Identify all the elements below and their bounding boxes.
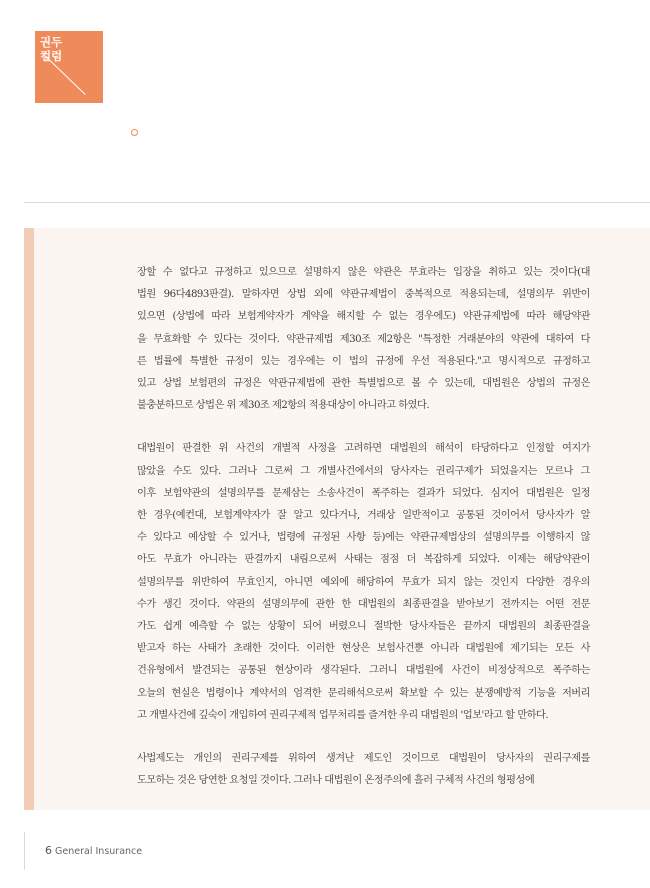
- text-line: 아도 무효가 아니라는 판결까지 내림으로써 사태는 점점 더 복잡하게 되었다. 이제는 해당약관이: [137, 554, 590, 566]
- text-line: 수가 생긴 것이다. 약관의 설명의무에 관한 한 대법원의 최종판결을 받아보기 전까지는 어떤 전문: [137, 598, 590, 610]
- text-line: 불충분하므로 상법은 위 제30조 제2항의 적용대상이 아니라고 하였다.: [137, 400, 430, 412]
- text-line: 있으면 (상법에 따라 보험계약자가 계약을 해지할 수 없는 경우에도) 약관규제법에 따라 해당약관: [137, 311, 590, 323]
- article-body: [137, 262, 590, 792]
- text-line: 받고자 하는 사태가 초래한 것이다. 이러한 현상은 보험사건뿐 아니라 대법원에 제기되는 모든 사: [137, 643, 590, 655]
- column-badge: [35, 31, 103, 103]
- text-line: 있고 상법 보험편의 규정은 약관규제법에 관한 특별법으로 볼 수 있는데, 대법원은 상법의 규정은: [137, 378, 590, 390]
- paragraph: [137, 748, 590, 792]
- text-line: 대법원이 판결한 위 사건의 개별적 사정을 고려하면 대법원의 해석이 타당하다고 인정할 여지가: [137, 443, 590, 455]
- paragraph: [137, 262, 590, 417]
- publication-name: General Insurance: [55, 846, 143, 857]
- badge-dot: [131, 129, 138, 136]
- text-line: 법원 96다4893판결). 말하자면 상법 외에 약관규제법이 중복적으로 적용되는데, 설명의무 위반이: [137, 289, 590, 301]
- text-line: 설명의무를 위반하여 무효인지, 아니면 예외에 해당하여 무효가 되지 않는 것인지 다양한 경우의: [137, 576, 590, 588]
- text-line: 른 법률에 특별한 규정이 있는 경우에는 이 법의 규정에 우선 적용된다."고 명시적으로 규정하고: [137, 355, 590, 367]
- text-line: 도모하는 것은 당연한 요청일 것이다. 그러나 대법원이 온정주의에 흘러 구체적 사건의 형평성에: [137, 775, 535, 787]
- text-line: 가도 쉽게 예측할 수 없는 상황이 되어 버렸으니 절박한 당사자들은 끝까지 대법원의 최종판결을: [137, 621, 590, 633]
- text-line: 많았을 수도 있다. 그러나 그로써 그 개별사건에서의 당사자는 권리구제가 되었을지는 모르나 그: [137, 465, 590, 477]
- text-line: 한 경우(예컨대, 보험계약자가 잘 알고 있다거나, 거래상 일반적이고 공통된 것이어서 당사자가 알: [137, 510, 590, 522]
- text-line: 을 무효화할 수 있다는 것이다. 약관규제법 제30조 제2항은 "특정한 거래분야의 약관에 대하여 다: [137, 333, 590, 345]
- page-number: 6: [45, 844, 52, 857]
- paragraph: [137, 438, 590, 727]
- footer-divider: [24, 832, 25, 870]
- text-line: 사법제도는 개인의 권리구제를 위하여 생겨난 제도인 것이므로 대법원이 당사자의 권리구제를: [137, 753, 590, 765]
- page-folio: [45, 844, 142, 857]
- text-line: 이후 보험약관의 설명의무를 문제삼는 소송사건이 폭주하는 결과가 되었다. 심지어 대법원은 일정: [137, 487, 590, 499]
- text-line: 장할 수 없다고 규정하고 있으므로 설명하지 않은 약관은 무효라는 입장을 취하고 있는 것이다(대: [137, 267, 590, 278]
- column-badge-label: 권두 컬럼: [40, 35, 63, 63]
- content-panel-accent-bar: [24, 228, 34, 810]
- header-divider: [24, 202, 650, 203]
- text-line: 수 있다고 예상할 수 있거나, 법령에 규정된 사항 등)에는 약관규제법상의 설명의무를 이행하지 않: [137, 532, 590, 544]
- badge-diagonal-line: [45, 55, 86, 95]
- text-line: 건유형에서 발견되는 공통된 현상이라 생각된다. 그러니 대법원에 사건이 비정상적으로 폭주하는: [137, 665, 590, 677]
- text-line: 오늘의 현실은 법령이나 계약서의 엄격한 문리해석으로써 확보할 수 있는 분쟁예방적 기능을 저버리: [137, 687, 590, 699]
- text-line: 고 개별사건에 깊숙이 개입하여 권리구제적 업무처리를 즐겨한 우리 대법원의 '업보'라고 할 만하다.: [137, 709, 549, 721]
